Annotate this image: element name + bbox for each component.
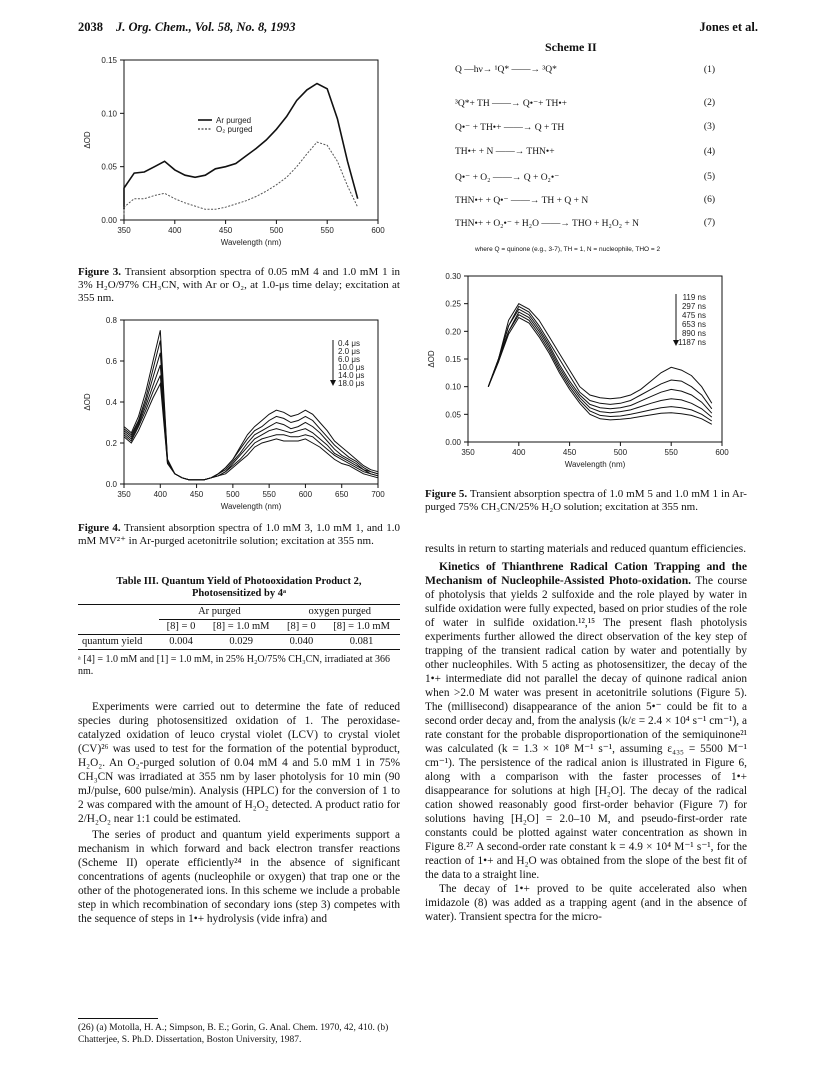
scheme-step-number: (4): [703, 147, 715, 157]
x-tick-label: 350: [117, 490, 131, 499]
page-header: [78, 20, 758, 42]
x-tick-label: 400: [168, 226, 182, 235]
scheme-step: [455, 122, 715, 136]
table-3-group-ar: Ar purged: [159, 605, 279, 620]
legend-label: 18.0 μs: [338, 379, 365, 388]
series-line: [124, 384, 378, 480]
footnote-26: (26) (a) Motolla, H. A.; Simpson, B. E.; Gorin, G. Anal. Chem. 1970, 42, 410. (b) Chatterjee, S. Ph.D. Dissertation, Boston University, 1987.: [78, 1023, 389, 1045]
y-tick-label: 0.8: [105, 316, 117, 325]
figure-4-label: Figure 4.: [78, 522, 121, 534]
x-tick-label: 650: [335, 490, 349, 499]
section-heading: Kinetics of Thianthrene Radical Cation Trapping and the Mechanism of Nucleophile-Assisted Photo-oxidation.: [425, 560, 747, 587]
scheme-step-number: (3): [703, 122, 715, 132]
left-column-text: [78, 700, 400, 926]
legend-label: 1187 ns: [678, 338, 706, 347]
scheme-step-number: (1): [703, 65, 715, 75]
y-tick-label: 0.30: [445, 272, 461, 281]
table-cell: 0.040: [280, 635, 324, 650]
table-3-subheader: [8] = 1.0 mM: [203, 620, 280, 635]
series-line: [488, 315, 712, 421]
arrow-head-icon: [330, 380, 336, 386]
x-tick-label: 400: [512, 448, 526, 457]
scheme-step-number: (6): [703, 195, 715, 205]
x-tick-label: 500: [226, 490, 240, 499]
y-tick-label: 0.10: [445, 382, 461, 392]
x-tick-label: 450: [218, 226, 233, 235]
y-axis-label: ΔOD: [427, 350, 436, 368]
legend-label: 2.0 μs: [338, 347, 360, 356]
y-axis-label: ΔOD: [83, 131, 92, 149]
legend-label: 475 ns: [681, 311, 706, 320]
legend-label: 890 ns: [681, 329, 706, 338]
page-number: 2038: [78, 20, 103, 34]
scheme-equation: TH•+ + N ——→ THN•+: [455, 147, 555, 157]
paragraph: Experiments were carried out to determine the fate of reduced species during photosensitized oxidation of 1. The peroxidase-catalyzed oxidation of leuco crystal violet (LCV) to crystal violet (CV)²⁶ was used to test for the formation of the potential byproduct, H₂O₂. An O₂-purged solution of 0.04 mM 4 and 5.0 mM 1 in 75% CH₃CN was irradiated at 355 nm by laser photolysis for 10 min (90 mJ/pulse, 600 pulse/min). Analysis (HPLC) for the conversion of 1 to 2 was compared with the amount of H₂O₂ detected. A product ratio for 2/H₂O₂ near 1:1 could be estimated.: [78, 701, 400, 825]
x-tick-label: 350: [117, 226, 131, 235]
x-tick-label: 700: [371, 490, 385, 499]
table-cell: 0.029: [203, 635, 280, 650]
table-3-title: [78, 576, 400, 600]
table-3-footnote: ᵃ [4] = 1.0 mM and [1] = 1.0 mM, in 25% H₂O/75% CH₃CN, irradiated at 366 nm.: [78, 654, 391, 677]
table-3: [78, 576, 400, 678]
running-authors: Jones et al.: [699, 20, 758, 34]
figure-3-caption-text: Transient absorption spectra of 0.05 mM 4 and 1.0 mM 1 in 3% H₂O/97% CH₃CN, with Ar or O₂, at 1.0-μs time delay; excitation at 355 nm.: [78, 266, 401, 304]
series-line: [488, 306, 712, 408]
plot-frame: [124, 60, 378, 220]
table-3-subheader: [8] = 0: [280, 620, 324, 635]
figure-3-chart: [83, 56, 386, 258]
table-3-grid: [78, 604, 400, 650]
scheme-equation: THN•+ + Q•⁻ ——→ TH + Q + N: [455, 196, 589, 206]
x-tick-label: 500: [269, 226, 284, 235]
legend-label: Ar purged: [216, 116, 252, 125]
legend-label: 6.0 μs: [338, 355, 360, 364]
y-tick-label: 0.6: [105, 357, 117, 366]
y-tick-label: 0.05: [101, 162, 117, 172]
paragraph: The series of product and quantum yield experiments support a mechanism in which forward and back electron transfer reactions (Scheme II) operate efficiently²⁴ in the absence of significant concentrations of agents (nucleophile or oxygen) that trap one or the other of the photogenerated ions. In this scheme we include a probable step in which recombination of secondary ions (step 3) competes with the sequence of steps in 1•+ hydrolysis (vide infra) and: [78, 829, 400, 925]
table-3-row-label: quantum yield: [78, 635, 159, 650]
table-3-subheader: [8] = 0: [159, 620, 203, 635]
x-axis-label: Wavelength (nm): [220, 502, 282, 511]
y-tick-label: 0.15: [101, 56, 117, 65]
right-column-text: [425, 542, 747, 924]
y-tick-label: 0.10: [101, 109, 117, 119]
x-tick-label: 450: [189, 490, 204, 499]
figure-5-chart: [427, 272, 730, 472]
journal-citation: J. Org. Chem., Vol. 58, No. 8, 1993: [116, 20, 296, 34]
series-line: [488, 318, 712, 425]
series-line: [488, 312, 712, 417]
x-tick-label: 550: [664, 448, 678, 457]
y-tick-label: 0.00: [445, 438, 461, 447]
table-cell: 0.004: [159, 635, 203, 650]
figure-4-caption-text: Transient absorption spectra of 1.0 mM 3, 1.0 mM 1, and 1.0 mM MV²⁺ in Ar-purged acetonitrile solution; excitation at 355 nm.: [78, 522, 400, 547]
y-tick-label: 0.00: [101, 216, 117, 225]
table-3-title-line1: Table III. Quantum Yield of Photooxidation Product 2,: [116, 576, 362, 587]
y-tick-label: 0.2: [105, 439, 117, 448]
scheme-step-number: (7): [703, 218, 715, 228]
scheme-2: [425, 40, 715, 260]
x-tick-label: 600: [715, 448, 729, 457]
scheme-step: [455, 195, 715, 209]
figure-4-chart: [83, 316, 386, 516]
scheme-step: [455, 172, 715, 186]
figure-5: [427, 272, 730, 472]
scheme-2-title: Scheme II: [545, 40, 597, 54]
figure-4: [83, 316, 386, 516]
footnote-divider: [78, 1018, 158, 1019]
legend-label: 0.4 μs: [338, 339, 360, 348]
x-tick-label: 450: [562, 448, 577, 457]
y-tick-label: 0.4: [105, 398, 117, 407]
x-axis-label: Wavelength (nm): [564, 460, 626, 469]
legend-label: O₂ purged: [216, 125, 253, 134]
legend-label: 119 ns: [682, 293, 706, 302]
table-3-title-line2: Photosensitized by 4ᵃ: [191, 588, 287, 599]
x-tick-label: 550: [320, 226, 334, 235]
scheme-step: [455, 65, 715, 79]
y-tick-label: 0.05: [445, 410, 461, 420]
y-tick-label: 0.15: [445, 355, 461, 364]
table-3-group-oxygen: oxygen purged: [280, 605, 400, 620]
x-tick-label: 600: [371, 226, 385, 235]
y-tick-label: 0.20: [445, 327, 461, 337]
legend-label: 297 ns: [681, 302, 706, 311]
table-row: [78, 635, 400, 650]
x-tick-label: 500: [613, 448, 628, 457]
x-tick-label: 550: [262, 490, 276, 499]
y-tick-label: 0.25: [445, 299, 461, 309]
paragraph-body: The course of photolysis that yields 2 sulfoxide and the role played by water in sulfide oxidation were fully expected, based on prior studies of the role of water in sulfide oxidation.¹²,¹⁵ The present flash photolysis experiments further allowed the direct observation of the key step of trapping of the transient radical cation by water and potentially by other nucleophiles. With 5 acting as photosensitizer, the decay of the 1•+ intermediate did not parallel the decay of quinone radical anion when >2.0 M water was present in acetonitrile solutions (Figure 5). The (millisecond) disappearance of the anion 5•⁻ could be fit to a second order decay and, from the analysis (k/ε = 2.4 × 10⁴ s⁻¹ cm⁻¹), a rate constant for the probable disproportionation of the semiquinone²¹ was calculated (k = 1.3 × 10⁸ M⁻¹ s⁻¹, assuming ε₄₃₅ = 5500 M⁻¹ cm⁻¹). The persistence of the radical anion is illustrated in Figure 6, along with a comparison with the faster processes of 1•+ disappearance for solutions at high [H₂O]. The decay of the radical cation showed reasonably good first-order behavior (Figure 7) for solutions having [H₂O] = 2.0–10 M, and pseudo-first-order rate constants could be plotted against water concentration as shown in Figure 8.²⁷ A second-order rate constant k = 4.9 × 10⁴ M⁻¹ s⁻¹, for the reaction of 1•+ and H₂O was obtained from the slope of the best fit of the data to a straight line.: [425, 575, 748, 881]
scheme-equation: ³Q*+ TH ——→ Q•⁻+ TH•+: [455, 99, 568, 109]
paragraph: The decay of 1•+ proved to be quite accelerated also when imidazole (8) was added as a trapping agent (and in the absence of water). Transient spectra for the micro-: [425, 883, 747, 923]
scheme-step: [455, 147, 715, 161]
figure-5-caption-text: Transient absorption spectra of 1.0 mM 5 and 1.0 mM 1 in Ar-purged 75% CH₃CN/25% H₂O solution; excitation at 355 nm.: [425, 488, 747, 513]
scheme-step: [455, 218, 715, 232]
x-tick-label: 600: [298, 490, 313, 499]
figure-4-caption: [78, 522, 400, 548]
legend-label: 10.0 μs: [338, 363, 365, 372]
series-line: [124, 84, 358, 210]
y-axis-label: ΔOD: [83, 393, 92, 411]
scheme-2-note: where Q = quinone (e.g., 3-7), TH = 1, N = nucleophile, THO = 2: [475, 246, 661, 253]
scheme-equation: THN•+ + O₂•⁻ + H₂O ——→ THO + H₂O₂ + N: [455, 219, 639, 229]
x-axis-label: Wavelength (nm): [220, 238, 282, 247]
figure-3-label: Figure 3.: [78, 266, 122, 278]
paragraph: results in return to starting materials and reduced quantum efficiencies.: [425, 543, 747, 555]
figure-3: [83, 56, 386, 258]
legend-label: 14.0 μs: [338, 371, 365, 380]
paragraph: [425, 560, 747, 882]
y-tick-label: 0.0: [105, 480, 117, 489]
table-cell: 0.081: [323, 635, 400, 650]
scheme-step-number: (5): [703, 172, 715, 182]
x-tick-label: 350: [461, 448, 475, 457]
scheme-equation: Q —hν→ ¹Q* ——→ ³Q*: [455, 65, 557, 75]
scheme-step: [455, 98, 715, 112]
x-tick-label: 400: [153, 490, 167, 499]
table-3-subheader: [8] = 1.0 mM: [323, 620, 400, 635]
scheme-equation: Q•⁻ + TH•+ ——→ Q + TH: [455, 123, 565, 133]
figure-3-caption: [78, 266, 400, 305]
figure-5-label: Figure 5.: [425, 488, 468, 500]
scheme-equation: Q•⁻ + O₂ ——→ Q + O₂•⁻: [455, 173, 560, 183]
figure-5-caption: [425, 488, 747, 514]
scheme-step-number: (2): [703, 98, 715, 108]
series-line: [124, 142, 358, 215]
legend-label: 653 ns: [681, 320, 706, 329]
